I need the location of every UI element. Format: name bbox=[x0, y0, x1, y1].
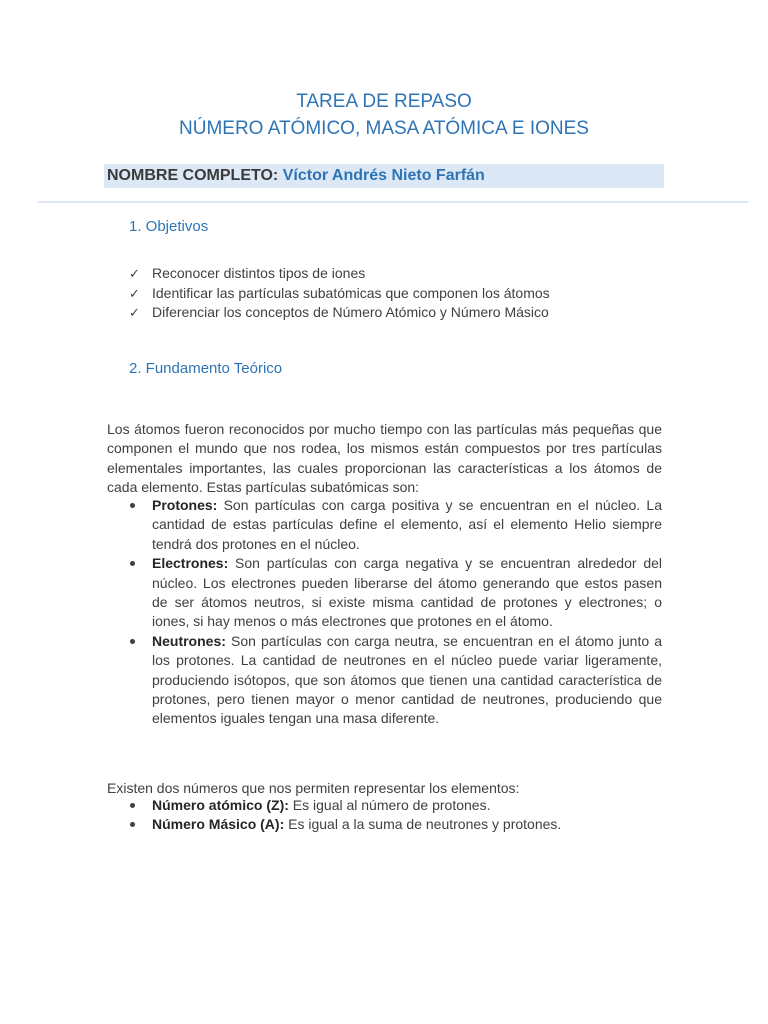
particle-item-protones: Protones: Son partículas con carga positiva y se encuentran en el núcleo. La cantidad de estas partículas define el elemento, así el elemento Helio siempre tendrá dos protones en el núcleo. bbox=[107, 496, 662, 554]
particles-list bbox=[107, 496, 662, 729]
document-subtitle: NÚMERO ATÓMICO, MASA ATÓMICA E IONES bbox=[179, 118, 589, 139]
objective-item: ✓ Reconocer distintos tipos de iones bbox=[129, 264, 550, 284]
particle-item-electrones: Electrones: Son partículas con carga negativa y se encuentran alrededor del núcleo. Los electrones pueden liberarse del átomo generando que estos pasen de ser átomos neutros, si existe misma cantidad de protones y electrones; o iones, si hay menos o más electrones que protones en el átomo. bbox=[107, 554, 662, 632]
checkmark-icon: ✓ bbox=[129, 266, 140, 281]
horizontal-divider bbox=[38, 201, 748, 203]
numbers-list bbox=[107, 796, 662, 835]
full-name-value: Víctor Andrés Nieto Farfán bbox=[282, 167, 485, 184]
bullet-icon bbox=[130, 822, 135, 827]
objective-item: ✓ Diferenciar los conceptos de Número Atómico y Número Másico bbox=[129, 303, 550, 323]
number-item-atomico: Número atómico (Z): Es igual al número de protones. bbox=[107, 796, 662, 815]
bullet-icon bbox=[130, 803, 135, 808]
particle-item-neutrones: Neutrones: Son partículas con carga neutra, se encuentran en el átomo junto a los protones. La cantidad de neutrones en el núcleo puede variar ligeramente, produciendo isótopos, que son átomos que tienen una cantidad característica de protones, pero tienen mayor o menor cantidad de neutrones, produciendo que elementos iguales tengan una masa diferente. bbox=[107, 632, 662, 729]
bullet-icon bbox=[130, 639, 135, 644]
document-title: TAREA DE REPASO bbox=[296, 91, 472, 112]
objective-item: ✓ Identificar las partículas subatómicas que componen los átomos bbox=[129, 284, 550, 304]
checkmark-icon: ✓ bbox=[129, 285, 140, 301]
intro-paragraph: Los átomos fueron reconocidos por mucho tiempo con las partículas más pequeñas que componen el mundo que nos rodea, los mismos están compuestos por tres partículas elementales importantes, las cuales proporcionan las características a los átomos de cada elemento. Estas partículas subatómicas son: bbox=[107, 421, 662, 496]
bullet-icon bbox=[130, 503, 135, 508]
checkmark-icon: ✓ bbox=[129, 305, 140, 321]
section-heading-fundamento: 2. Fundamento Teórico bbox=[129, 360, 283, 377]
objectives-list bbox=[129, 264, 550, 323]
number-item-masico: Número Másico (A): Es igual a la suma de neutrones y protones. bbox=[107, 815, 662, 834]
numbers-intro-paragraph: Existen dos números que nos permiten representar los elementos: bbox=[107, 780, 520, 796]
full-name-line bbox=[107, 165, 485, 187]
full-name-label: NOMBRE COMPLETO: bbox=[107, 167, 279, 184]
section-heading-objetivos: 1. Objetivos bbox=[129, 218, 209, 235]
bullet-icon bbox=[130, 561, 135, 566]
